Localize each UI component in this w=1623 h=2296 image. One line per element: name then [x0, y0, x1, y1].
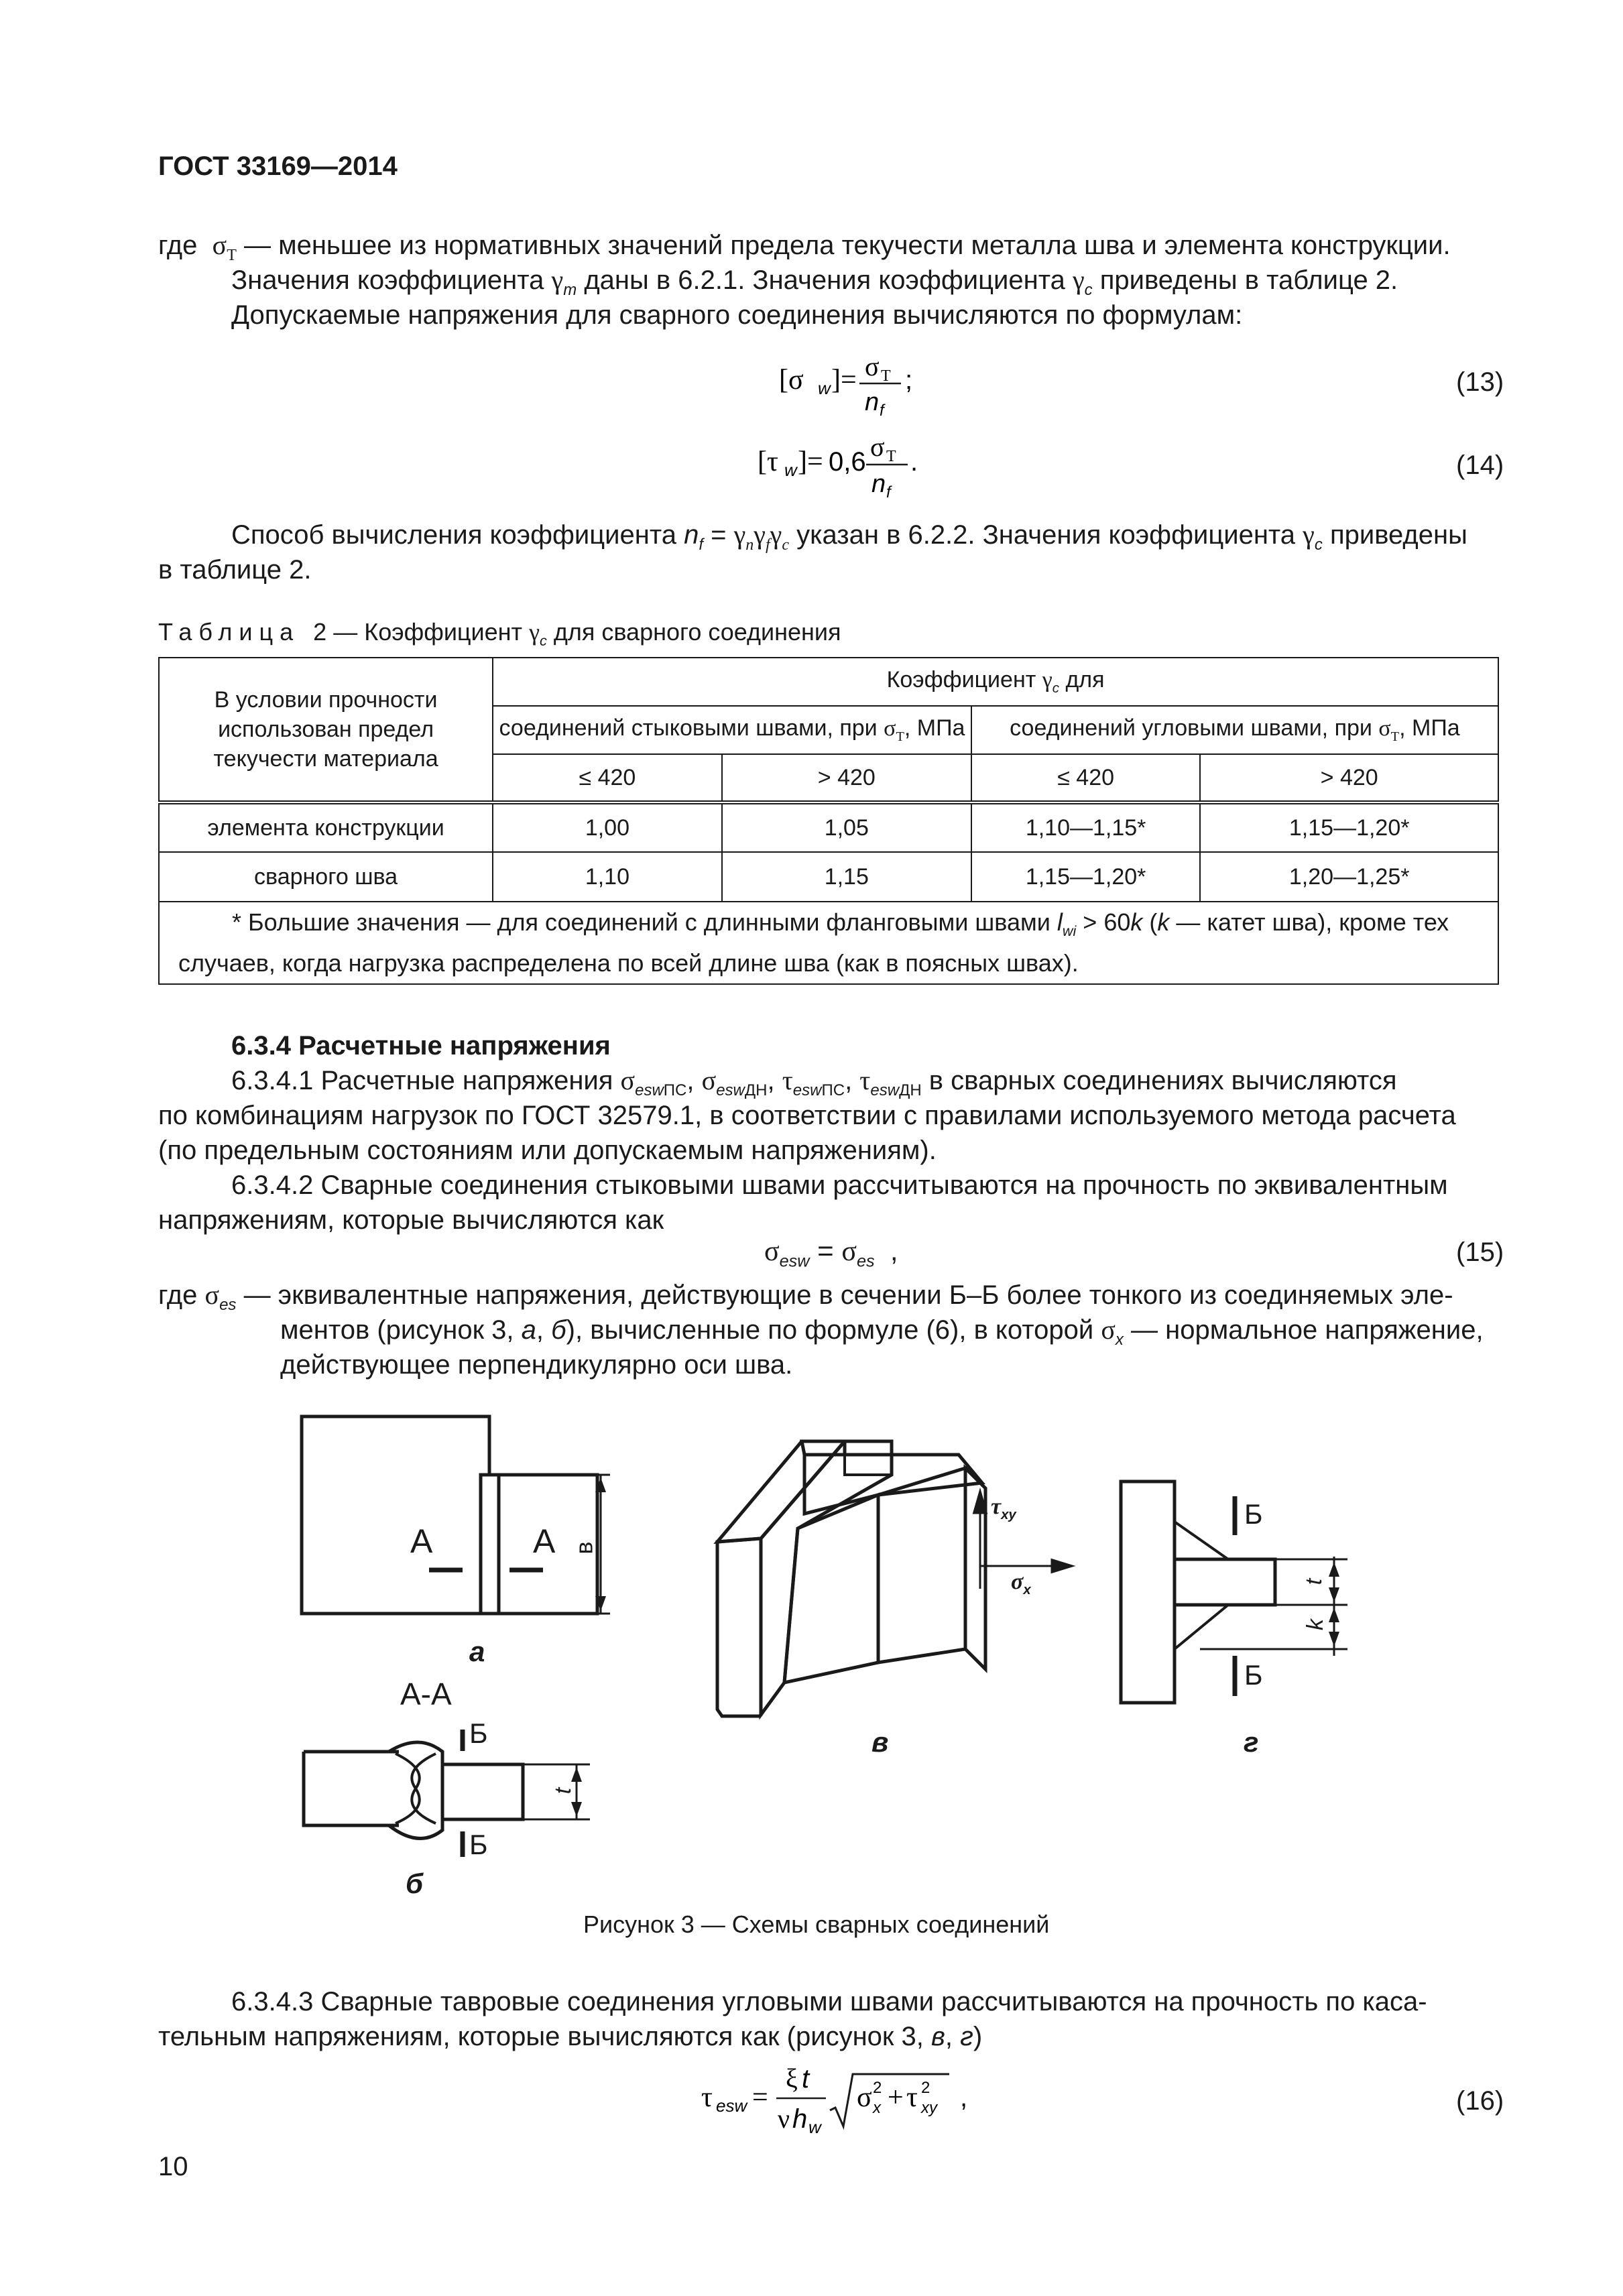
- svg-text:,: ,: [960, 2083, 968, 2112]
- svg-text:0,6: 0,6: [829, 447, 866, 477]
- table-cell: 1,20—1,25*: [1200, 852, 1498, 902]
- svg-text:n: n: [871, 470, 886, 498]
- para-6343: 6.3.4.3 Сварные тавровые соединения угловыми швами рассчитываются на прочность по каса-: [231, 1987, 1427, 2016]
- table-cell: 1,15—1,20*: [971, 852, 1201, 902]
- sigma-t-definition: где $\sigma_Т$ — меньшее из нормативных значений предела текучести металла шва и элемента конструкции.: [158, 230, 1451, 264]
- fig-label-A-left: А: [410, 1522, 433, 1560]
- fig-tau-xy: $\tau_{xy}$: [991, 1494, 1016, 1522]
- svg-text:]=: ]=: [798, 446, 823, 477]
- svg-text:=: =: [752, 2082, 768, 2113]
- fig-label-A-right: А: [533, 1522, 556, 1560]
- fig-label-B-bottom: Б: [469, 1829, 488, 1860]
- para-6342: 6.3.4.2 Сварные соединения стыковыми швами рассчитываются на прочность по эквивалентным: [231, 1170, 1448, 1200]
- fig-sigma-x: $\sigma_x$: [1011, 1569, 1031, 1597]
- fig-g-B-bottom: Б: [1244, 1659, 1263, 1691]
- svg-text:f: f: [880, 402, 884, 420]
- table-footnote: * Большие значения — для соединений с длинными фланговыми швами $l_{wi} > 60k$ (k — катет шва), кроме тех случаев, когда нагрузка распределена по всей длине шва (как в поясных швах).: [159, 902, 1498, 984]
- table-head-fillet: соединений угловыми швами, при $\sigma_Т$, МПа: [971, 706, 1498, 754]
- fig-dim-t-g: t: [1301, 1578, 1327, 1585]
- svg-text:ξ: ξ: [786, 2063, 798, 2094]
- para-6341-cont2: (по предельным состояниям или допускаемым напряжениям).: [158, 1136, 937, 1165]
- table-cell: 1,00: [493, 802, 722, 852]
- fig-dim-k-g: k: [1303, 1619, 1328, 1630]
- fig-dim-v: в: [570, 1541, 598, 1555]
- svg-text:Т: Т: [881, 367, 891, 385]
- svg-text:t: t: [802, 2064, 810, 2094]
- table-2: [158, 657, 1499, 985]
- page-number: 10: [158, 2152, 188, 2181]
- table-head-condition: В условии прочности использован предел текучести материала: [159, 658, 493, 802]
- nf-paragraph-cont: в таблице 2.: [158, 555, 312, 585]
- formula-15-number: (15): [1456, 1237, 1504, 1267]
- weld-a: [481, 1475, 499, 1614]
- table-subhead: ≤ 420: [493, 754, 722, 802]
- plate-a-left: [302, 1416, 489, 1614]
- formula-16: [701, 2057, 983, 2147]
- fig-caption-v: в: [871, 1726, 889, 1758]
- table-head-coef: Коэффициент $\gamma_c$ для: [493, 658, 1498, 706]
- fig-caption-b: б: [406, 1868, 424, 1899]
- table-row-label: элемента конструкции: [159, 802, 493, 852]
- svg-text:w: w: [808, 2117, 821, 2137]
- fig-caption-a: а: [469, 1636, 485, 1667]
- svg-text:esw: esw: [716, 2096, 747, 2116]
- svg-text:.: .: [910, 447, 918, 477]
- formula-16-number: (16): [1456, 2086, 1504, 2116]
- table-head-butt: соединений стыковыми швами, при $\sigma_Т$, МПа: [493, 706, 971, 754]
- table-cell: 1,10: [493, 852, 722, 902]
- gamma-paragraph: Значения коэффициента $\gamma_m$ даны в 6.2.1. Значения коэффициента $\gamma_c$ приведены в таблице 2.: [231, 265, 1398, 299]
- figure-caption: Рисунок 3 — Схемы сварных соединений: [583, 1911, 1050, 1938]
- svg-text:]=: ]=: [831, 365, 857, 396]
- svg-text:xy: xy: [921, 2099, 937, 2117]
- table-subhead: > 420: [722, 754, 971, 802]
- para-6341: 6.3.4.1 Расчетные напряжения $\sigma_{eswПС}$, $\sigma_{eswДН}$, $\tau_{eswПС}$, $\tau_{eswДН}$ в сварных соединениях вычисляются: [231, 1065, 1397, 1099]
- para-where-es: где $\sigma_{es}$ — эквивалентные напряжения, действующие в сечении Б–Б более тонкого из соединяемых эле-: [158, 1280, 1453, 1314]
- svg-text:τ: τ: [906, 2082, 918, 2113]
- table-caption: Таблица 2 — Коэффициент $\gamma_c$ для сварного соединения: [158, 618, 841, 650]
- svg-text:Т: Т: [886, 448, 896, 465]
- document-id: ГОСТ 33169—2014: [158, 152, 398, 181]
- svg-text:x: x: [873, 2099, 881, 2117]
- para-where-es-cont2: действующее перпендикулярно оси шва.: [280, 1350, 793, 1380]
- fig-section-AA: А-А: [400, 1677, 452, 1711]
- svg-text:[σ: [σ: [779, 365, 804, 396]
- svg-text:2: 2: [921, 2079, 930, 2097]
- para-6342-cont: напряжениям, которые вычисляются как: [158, 1205, 664, 1235]
- svg-text:σ: σ: [865, 351, 880, 381]
- svg-text:2: 2: [873, 2079, 882, 2097]
- para-where-es-cont: ментов (рисунок 3, а, б), вычисленные по формуле (6), в которой $\sigma_x$ — нормальное напряжение,: [280, 1315, 1484, 1349]
- svg-text:τ: τ: [701, 2082, 713, 2113]
- svg-text:h: h: [792, 2104, 808, 2134]
- table-cell: 1,15—1,20*: [1200, 802, 1498, 852]
- allowable-intro: Допускаемые напряжения для сварного соединения вычисляются по формулам:: [231, 300, 1243, 330]
- svg-text:+: +: [888, 2082, 904, 2113]
- svg-text:n: n: [865, 388, 880, 416]
- formula-14-number: (14): [1456, 450, 1504, 480]
- fig-g-B-top: Б: [1244, 1498, 1263, 1530]
- svg-text:ν: ν: [778, 2104, 790, 2134]
- para-6341-cont: по комбинациям нагрузок по ГОСТ 32579.1, в соответствии с правилами используемого метода расчета: [158, 1101, 1456, 1130]
- fig-dim-t-b: t: [550, 1787, 577, 1795]
- table-cell: 1,15: [722, 852, 971, 902]
- svg-text:f: f: [886, 483, 891, 501]
- table-subhead: > 420: [1200, 754, 1498, 802]
- svg-text:w: w: [818, 378, 831, 398]
- para-6343-cont: тельным напряжениям, которые вычисляются как (рисунок 3, в, г): [158, 2022, 983, 2051]
- svg-text:w: w: [784, 460, 797, 480]
- table-row-label: сварного шва: [159, 852, 493, 902]
- nf-paragraph: Способ вычисления коэффициента $n_f = \gamma_n\gamma_f\gamma_c$ указан в 6.2.2. Значения коэффициента $\gamma_c$ приведены: [231, 520, 1467, 554]
- section-title: 6.3.4 Расчетные напряжения: [231, 1031, 611, 1061]
- svg-text:σ: σ: [857, 2082, 872, 2113]
- svg-text:;: ;: [905, 365, 913, 395]
- formula-15: $\sigma_{esw} = \sigma_{es}$ ,: [764, 1235, 898, 1271]
- table-subhead: ≤ 420: [971, 754, 1201, 802]
- table-cell: 1,10—1,15*: [971, 802, 1201, 852]
- fig-label-B-top: Б: [469, 1717, 488, 1749]
- table-cell: 1,05: [722, 802, 971, 852]
- fig-caption-g: г: [1244, 1726, 1259, 1758]
- svg-text:[τ: [τ: [758, 446, 778, 477]
- formula-13-number: (13): [1456, 367, 1504, 397]
- svg-text:σ: σ: [870, 432, 885, 462]
